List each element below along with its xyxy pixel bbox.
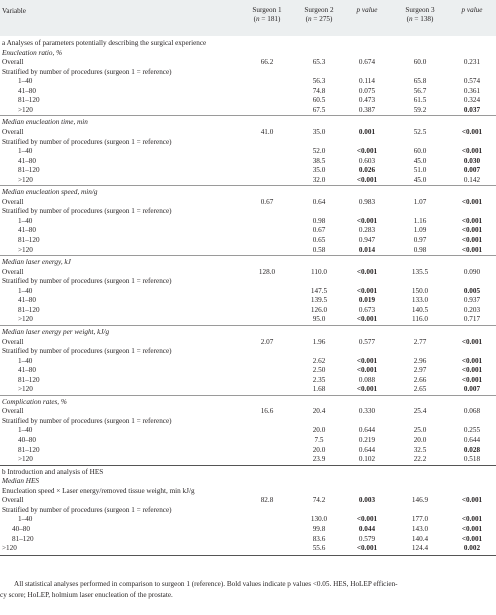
row-label: b Introduction and analysis of HES <box>2 467 104 476</box>
table-row <box>0 38 496 48</box>
cell-s2: 130.0 <box>310 515 328 524</box>
table-row <box>0 48 496 58</box>
cell-p2: 0.026 <box>358 166 376 175</box>
table-row <box>0 295 496 305</box>
cell-s1: 0.67 <box>260 197 274 206</box>
row-label: Median enucleation speed, min/g <box>2 188 98 197</box>
cell-s3: 143.0 <box>411 524 429 533</box>
cell-s2: 65.3 <box>312 58 326 67</box>
cell-s2: 0.67 <box>312 226 326 235</box>
cell-p2: 0.019 <box>358 296 376 305</box>
table-row <box>0 384 496 394</box>
cell-p3: <0.001 <box>461 216 483 225</box>
cell-s3: 59.2 <box>413 105 427 114</box>
table-row <box>0 514 496 524</box>
row-label: 81–120 <box>18 236 40 244</box>
table-row <box>0 235 496 245</box>
row-label: Overall <box>2 127 24 136</box>
cell-p2: 0.644 <box>358 445 376 454</box>
row-label: 1–40 <box>18 356 33 365</box>
row-label: 1–40 <box>18 286 33 295</box>
row-label: >120 <box>18 175 33 184</box>
table-row <box>0 137 496 147</box>
row-divider <box>0 325 496 326</box>
table-row <box>0 356 496 366</box>
cell-p3: <0.001 <box>461 236 483 244</box>
cell-p3: <0.001 <box>461 197 483 206</box>
cell-s3: 177.0 <box>411 515 429 524</box>
cell-p3: 0.518 <box>463 455 481 464</box>
cell-s2: 52.0 <box>312 147 326 156</box>
row-label: Stratified by number of procedures (surgeon 1 = reference) <box>2 347 172 356</box>
table-row <box>0 365 496 375</box>
cell-s3: 61.5 <box>413 96 427 105</box>
footnote-line-2: cy score; HoLEP, holmium laser enucleation of the prostate. <box>0 590 173 599</box>
cell-s2: 126.0 <box>310 305 328 314</box>
cell-s2: 0.98 <box>312 216 326 225</box>
row-label: 1–40 <box>18 77 33 86</box>
cell-p3: 0.717 <box>463 315 481 324</box>
table-row <box>0 305 496 315</box>
cell-s2: 2.62 <box>312 356 326 365</box>
cell-p2: 0.387 <box>358 105 376 114</box>
cell-s3: 60.0 <box>413 147 427 156</box>
cell-p3: 0.231 <box>463 58 481 67</box>
table-row <box>0 86 496 96</box>
cell-s2: 32.0 <box>312 175 326 184</box>
table-row <box>0 267 496 277</box>
cell-p2: 0.014 <box>358 245 376 254</box>
table-row <box>0 416 496 426</box>
cell-p3: <0.001 <box>461 147 483 156</box>
table-row <box>0 286 496 296</box>
table-row <box>0 117 496 127</box>
cell-s2: 0.65 <box>312 236 326 244</box>
table-row <box>0 467 496 477</box>
row-label: 1–40 <box>18 147 33 156</box>
table-row <box>0 543 496 553</box>
row-label: 81–120 <box>18 305 40 314</box>
row-label: 41–80 <box>18 156 36 165</box>
row-label: 81–120 <box>18 445 40 454</box>
cell-s3: 60.0 <box>413 58 427 67</box>
table-row <box>0 495 496 505</box>
cell-s2: 74.8 <box>312 86 326 95</box>
cell-s2: 38.5 <box>312 156 326 165</box>
cell-p2: 0.219 <box>358 436 376 444</box>
table-row <box>0 337 496 347</box>
cell-s2: 56.3 <box>312 77 326 86</box>
table-row <box>0 57 496 67</box>
table-row <box>0 67 496 77</box>
cell-p3: 0.142 <box>463 175 481 184</box>
row-divider <box>0 185 496 186</box>
row-label: Overall <box>2 407 24 416</box>
cell-p3: 0.005 <box>463 286 481 295</box>
row-label: 81–120 <box>18 166 40 175</box>
cell-s2: 2.50 <box>312 366 326 375</box>
cell-p3: <0.001 <box>461 245 483 254</box>
row-label: 1–40 <box>18 426 33 435</box>
table-row <box>0 435 496 445</box>
table-row <box>0 486 496 496</box>
row-label: Median enucleation time, min <box>2 118 88 127</box>
row-label: >120 <box>18 245 33 254</box>
table-row <box>0 257 496 267</box>
cell-p3: <0.001 <box>461 496 483 505</box>
cell-s2: 20.0 <box>312 445 326 454</box>
row-label: 41–80 <box>18 86 36 95</box>
row-label: Median HES <box>2 477 39 486</box>
cell-p3: 0.002 <box>463 544 481 553</box>
cell-s3: 2.77 <box>413 337 427 346</box>
cell-p2: 0.603 <box>358 156 376 165</box>
table-row <box>0 276 496 286</box>
cell-s2: 55.6 <box>312 544 326 553</box>
row-label: Overall <box>2 267 24 276</box>
cell-p2: 0.003 <box>358 496 376 505</box>
table-row <box>0 165 496 175</box>
cell-p3: 0.574 <box>463 77 481 86</box>
cell-s3: 0.98 <box>413 245 427 254</box>
row-label: 41–80 <box>18 366 36 375</box>
row-label: Enucleation ratio, % <box>2 48 63 57</box>
table-row <box>0 127 496 137</box>
cell-p3: 0.007 <box>463 166 481 175</box>
table-row <box>0 187 496 197</box>
row-label: 40–80 <box>12 524 30 533</box>
cell-s3: 56.7 <box>413 86 427 95</box>
cell-p2: 0.673 <box>358 305 376 314</box>
header-variable: Variable <box>2 7 26 15</box>
cell-p3: <0.001 <box>461 534 483 543</box>
cell-p3: 0.028 <box>463 445 481 454</box>
cell-s3: 135.5 <box>411 267 429 276</box>
cell-s2: 139.5 <box>310 296 328 305</box>
row-label: Overall <box>2 58 24 67</box>
row-label: 81–120 <box>12 534 34 543</box>
cell-s1: 66.2 <box>260 58 274 67</box>
cell-p3: <0.001 <box>461 127 483 136</box>
footnote-line-1: All statistical analyses performed in comparison to surgeon 1 (reference). Bold values indicate p values <0.05. HES, HoLEP efficien- <box>14 580 398 588</box>
cell-s2: 20.0 <box>312 426 326 435</box>
row-label: >120 <box>18 315 33 324</box>
cell-p3: 0.203 <box>463 305 481 314</box>
cell-p3: <0.001 <box>461 226 483 235</box>
table-row <box>0 95 496 105</box>
table-row <box>0 524 496 534</box>
row-label: >120 <box>18 385 33 394</box>
table-bottom-rule <box>0 555 496 556</box>
row-label: Complication rates, % <box>2 397 67 406</box>
cell-p2: 0.674 <box>358 58 376 67</box>
header-surgeon3: Surgeon 3 (n = 138) <box>405 6 435 23</box>
row-label: >120 <box>18 105 33 114</box>
cell-p2: 0.044 <box>358 524 376 533</box>
table-row <box>0 505 496 515</box>
cell-p2: <0.001 <box>356 147 378 156</box>
cell-p3: <0.001 <box>461 375 483 384</box>
cell-p3: 0.007 <box>463 385 481 394</box>
cell-p3: <0.001 <box>461 356 483 365</box>
cell-p3: 0.030 <box>463 156 481 165</box>
cell-p2: <0.001 <box>356 267 378 276</box>
table-row <box>0 454 496 464</box>
cell-s3: 140.5 <box>411 305 429 314</box>
table-row <box>0 105 496 115</box>
cell-p2: 0.114 <box>359 77 375 86</box>
row-label: Overall <box>2 197 24 206</box>
row-label: >120 <box>18 455 33 464</box>
table-row <box>0 216 496 226</box>
cell-s2: 83.6 <box>312 534 326 543</box>
row-divider <box>0 255 496 256</box>
table-row <box>0 146 496 156</box>
cell-s1: 2.07 <box>260 337 274 346</box>
row-divider <box>0 395 496 396</box>
row-label: Stratified by number of procedures (surgeon 1 = reference) <box>2 137 172 146</box>
cell-s2: 67.5 <box>312 105 326 114</box>
cell-s2: 74.2 <box>312 496 326 505</box>
cell-p3: 0.090 <box>463 267 481 276</box>
table-row <box>0 445 496 455</box>
row-label: a Analyses of parameters potentially describing the surgical experience <box>2 39 207 47</box>
row-label: 41–80 <box>18 226 36 235</box>
table-row <box>0 245 496 255</box>
row-label: 81–120 <box>18 375 40 384</box>
cell-s3: 2.65 <box>413 385 427 394</box>
cell-p2: <0.001 <box>356 175 378 184</box>
table-row <box>0 397 496 407</box>
row-label: 81–120 <box>18 96 40 105</box>
cell-s3: 25.0 <box>413 426 427 435</box>
row-label: Stratified by number of procedures (surgeon 1 = reference) <box>2 277 172 286</box>
table-row <box>0 346 496 356</box>
cell-p3: 0.644 <box>463 436 481 444</box>
table-row <box>0 476 496 486</box>
cell-s3: 45.0 <box>413 175 427 184</box>
table-row <box>0 175 496 185</box>
row-label: 41–80 <box>18 296 36 305</box>
cell-s2: 7.5 <box>314 436 324 444</box>
cell-p2: <0.001 <box>356 366 378 375</box>
cell-p3: 0.255 <box>463 426 481 435</box>
row-label: Overall <box>2 337 24 346</box>
cell-s3: 51.0 <box>413 166 427 175</box>
header-pvalue-3: p value <box>461 6 483 14</box>
cell-s3: 133.0 <box>411 296 429 305</box>
cell-s3: 25.4 <box>413 407 427 416</box>
cell-p2: <0.001 <box>356 385 378 394</box>
cell-s3: 124.4 <box>411 544 429 553</box>
cell-s3: 146.9 <box>411 496 429 505</box>
cell-s3: 116.0 <box>412 315 428 324</box>
cell-s2: 95.0 <box>312 315 326 324</box>
cell-p2: 0.644 <box>358 426 376 435</box>
cell-s3: 1.09 <box>413 226 427 235</box>
cell-p2: <0.001 <box>356 515 378 524</box>
cell-p3: <0.001 <box>461 366 483 375</box>
table-row <box>0 375 496 385</box>
cell-p2: 0.577 <box>358 337 376 346</box>
cell-p2: <0.001 <box>356 315 378 324</box>
cell-s2: 60.5 <box>312 96 326 105</box>
cell-p2: 0.283 <box>358 226 376 235</box>
cell-s1: 41.0 <box>260 127 274 136</box>
cell-s3: 150.0 <box>411 286 429 295</box>
cell-s1: 16.6 <box>260 407 274 416</box>
cell-p3: 0.937 <box>463 296 481 305</box>
cell-p2: <0.001 <box>356 544 378 553</box>
cell-s2: 99.8 <box>312 524 326 533</box>
cell-s2: 147.5 <box>310 286 328 295</box>
cell-p3: 0.068 <box>463 407 481 416</box>
row-label: Enucleation speed × Laser energy/removed tissue weight, min kJ/g <box>2 486 195 495</box>
row-label: 1–40 <box>18 515 33 524</box>
cell-s3: 22.2 <box>413 455 427 464</box>
cell-p2: <0.001 <box>356 286 378 295</box>
cell-p3: 0.324 <box>463 96 481 105</box>
table-row <box>0 76 496 86</box>
cell-s2: 2.35 <box>312 375 326 384</box>
cell-s2: 1.96 <box>312 337 326 346</box>
table-row <box>0 406 496 416</box>
cell-s3: 65.8 <box>413 77 427 86</box>
table-row <box>0 314 496 324</box>
row-label: Stratified by number of procedures (surgeon 1 = reference) <box>2 207 172 216</box>
header-surgeon2: Surgeon 2 (n = 275) <box>304 6 334 23</box>
cell-s3: 1.07 <box>413 197 427 206</box>
cell-s2: 0.58 <box>312 245 326 254</box>
cell-s1: 128.0 <box>258 267 276 276</box>
table-footnote <box>0 579 496 600</box>
row-label: Stratified by number of procedures (surgeon 1 = reference) <box>2 416 172 425</box>
row-divider <box>0 115 496 116</box>
header-pvalue-2: p value <box>356 6 378 14</box>
cell-p2: 0.579 <box>358 534 376 543</box>
row-label: Overall <box>2 496 24 505</box>
row-label: >120 <box>2 544 17 553</box>
cell-p3: <0.001 <box>461 524 483 533</box>
row-label: Stratified by number of procedures (surgeon 1 = reference) <box>2 67 172 76</box>
cell-s3: 20.0 <box>413 436 427 444</box>
cell-s2: 20.4 <box>312 407 326 416</box>
cell-p2: <0.001 <box>356 356 378 365</box>
cell-p2: <0.001 <box>356 216 378 225</box>
row-label: 40–80 <box>18 436 36 444</box>
cell-s1: 82.8 <box>260 496 274 505</box>
table-row <box>0 425 496 435</box>
table-row <box>0 156 496 166</box>
cell-p2: 0.983 <box>358 197 376 206</box>
header-surgeon1: Surgeon 1 (n = 181) <box>252 6 282 23</box>
table-row <box>0 225 496 235</box>
cell-s2: 23.9 <box>312 455 326 464</box>
cell-p2: 0.102 <box>358 455 376 464</box>
cell-p3: 0.361 <box>463 86 481 95</box>
table-header <box>0 0 496 36</box>
cell-p2: 0.473 <box>358 96 376 105</box>
cell-s3: 2.66 <box>413 375 427 384</box>
cell-p2: 0.088 <box>358 375 376 384</box>
cell-s3: 45.0 <box>413 156 427 165</box>
cell-p2: 0.075 <box>358 86 376 95</box>
cell-s2: 0.64 <box>312 197 326 206</box>
cell-s3: 0.97 <box>413 236 427 244</box>
cell-p3: <0.001 <box>461 337 483 346</box>
table-row <box>0 206 496 216</box>
cell-s2: 35.0 <box>312 127 326 136</box>
cell-s2: 110.0 <box>311 267 327 276</box>
cell-p3: 0.037 <box>463 105 481 114</box>
cell-s3: 32.5 <box>413 445 427 454</box>
cell-s2: 1.68 <box>312 385 326 394</box>
row-label: Median laser energy per weight, kJ/g <box>2 327 110 336</box>
cell-s3: 2.97 <box>413 366 427 375</box>
row-label: 1–40 <box>18 216 33 225</box>
cell-p2: 0.001 <box>358 127 376 136</box>
cell-s3: 140.4 <box>411 534 429 543</box>
cell-p2: 0.330 <box>358 407 376 416</box>
row-label: Median laser energy, kJ <box>2 258 71 267</box>
row-divider <box>0 465 496 466</box>
table-row <box>0 197 496 207</box>
cell-s3: 1.16 <box>413 216 427 225</box>
table-row <box>0 534 496 544</box>
cell-s3: 2.96 <box>413 356 427 365</box>
cell-p3: <0.001 <box>461 515 483 524</box>
row-label: Stratified by number of procedures (surgeon 1 = reference) <box>2 505 172 514</box>
cell-p2: 0.947 <box>358 236 376 244</box>
table-row <box>0 327 496 337</box>
cell-s3: 52.5 <box>413 127 427 136</box>
cell-s2: 35.0 <box>312 166 326 175</box>
